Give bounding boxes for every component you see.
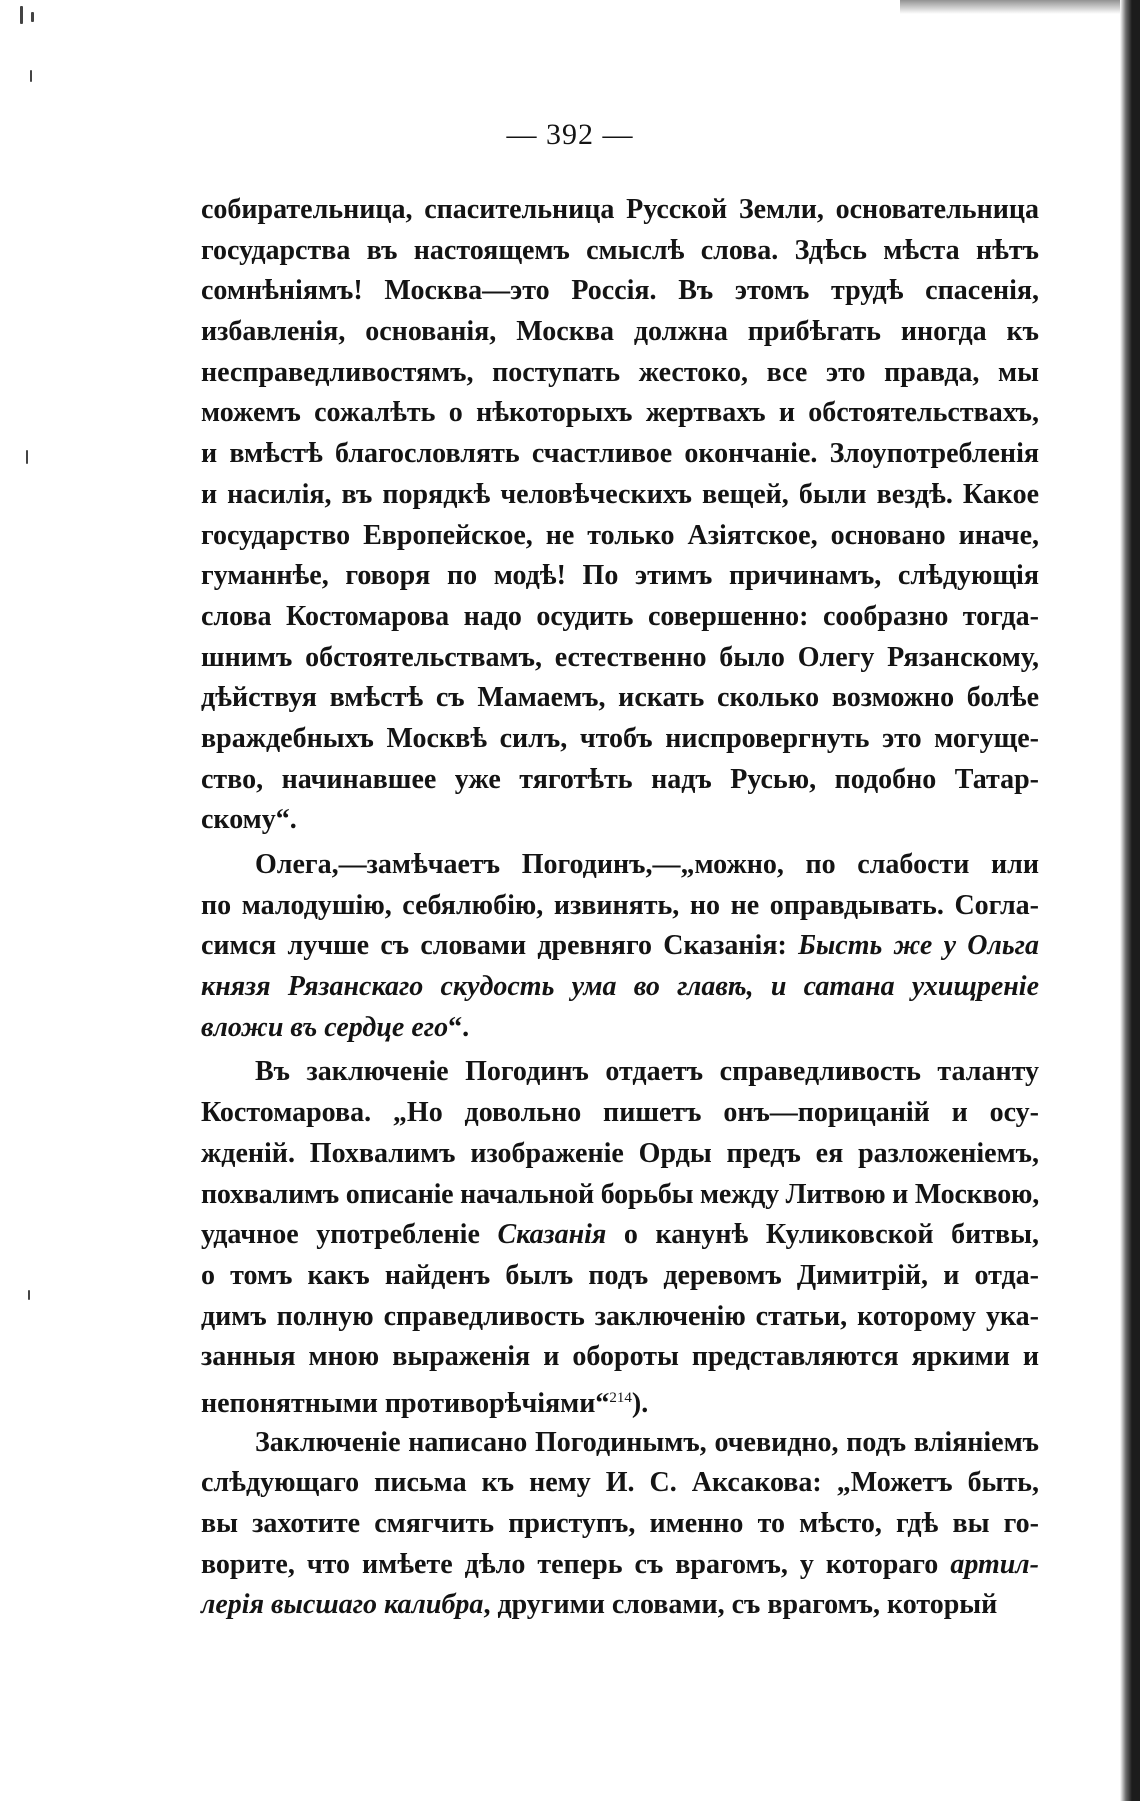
quote-italic: Бысть же у Ольга	[798, 930, 1039, 962]
text-line	[201, 1215, 1039, 1256]
text-line: скому“.	[201, 804, 297, 836]
text-line: государство Европейское, не только Азіятское, основано иначе,	[201, 519, 1039, 551]
text-line: шнимъ обстоятельствамъ, естественно было Олегу Рязанскому,	[201, 641, 1039, 673]
text-line: Костомарова. „Но довольно пишетъ онъ—порицаній и осу-	[201, 1097, 1039, 1129]
text-line: по малодушію, себялюбію, извинять, но не оправдывать. Согла-	[201, 889, 1039, 921]
text-run: непонятными противорѣчіями“	[201, 1387, 610, 1419]
text-line: димъ полную справедливость заключенію статьи, которому ука-	[201, 1300, 1039, 1332]
text-line	[201, 967, 1039, 1008]
paragraph-2	[201, 845, 1039, 1048]
text-line	[201, 1378, 1039, 1419]
text-line: похвалимъ описаніе начальной борьбы между Литвою и Москвою,	[201, 1178, 1039, 1210]
text-line: вы захотите смягчить приступъ, именно то мѣсто, гдѣ вы го-	[201, 1508, 1039, 1539]
text-line: жденій. Похвалимъ изображеніе Орды предъ ея разложеніемъ,	[201, 1137, 1039, 1169]
quote-italic: вложи въ сердце его	[201, 1011, 449, 1043]
text-line: и вмѣстѣ благословлять счастливое окончаніе. Злоупотребленія	[201, 438, 1039, 470]
text-run: удачное употребленіе	[201, 1219, 498, 1251]
text-line: враждебныхъ Москвѣ силъ, чтобъ ниспровергнуть это могуще-	[201, 722, 1039, 754]
text-line: Въ заключеніе Погодинъ отдаетъ справедливость таланту	[255, 1056, 1039, 1088]
quote-italic: лерія высшаго калибра	[201, 1589, 484, 1621]
text-run: симся лучше съ словами древняго Сказанія:	[201, 930, 799, 962]
scan-speck	[31, 12, 34, 22]
text-line: занныя мною выраженія и обороты представляются яркими и	[201, 1341, 1039, 1373]
scan-shadow-top	[900, 0, 1140, 14]
text-line: о томъ какъ найденъ былъ подъ деревомъ Димитрій, и отда-	[201, 1259, 1039, 1291]
text-line	[201, 926, 1039, 967]
scan-speck	[30, 70, 32, 82]
text-run: о канунѣ Куликовской битвы,	[606, 1219, 1039, 1251]
text-line: избавленія, основанія, Москва должна прибѣгать иногда къ	[201, 316, 1039, 348]
paragraph-1	[201, 190, 1039, 841]
text-line: несправедливостямъ, поступать жестоко, все это правда, мы	[201, 356, 1039, 388]
paragraph-3	[201, 1052, 1039, 1418]
text-run: ворите, что имѣете дѣло теперь съ врагомъ, у котораго	[201, 1548, 951, 1580]
paragraph-4	[201, 1423, 1039, 1626]
text-line: можемъ сожалѣть о нѣкоторыхъ жертвахъ и обстоятельствахъ,	[201, 397, 1039, 429]
body-text	[201, 190, 1039, 1626]
text-line	[201, 1545, 1039, 1586]
quote-italic: артил-	[950, 1548, 1039, 1580]
text-line: слова Костомарова надо осудить совершенно: сообразно тогда-	[201, 600, 1039, 632]
scan-shadow-right	[1120, 0, 1140, 1801]
text-line: дѣйствуя вмѣстѣ съ Мамаемъ, искать сколько возможно болѣе	[201, 682, 1039, 714]
title-italic: Сказанія	[497, 1219, 607, 1251]
quote-italic: князя Рязанскаго скудость ума во главѣ, и сатана ухищреніе	[201, 971, 1039, 1003]
footnote-ref: 214	[609, 1389, 632, 1406]
text-run: ).	[631, 1387, 649, 1419]
text-line: Заключеніе написано Погодинымъ, очевидно, подъ вліяніемъ	[255, 1426, 1039, 1458]
text-line: ство, начинавшее уже тяготѣть надъ Русью, подобно Татар-	[201, 763, 1039, 795]
text-run: “.	[448, 1011, 470, 1043]
scan-speck	[28, 1290, 30, 1300]
text-line: государства въ настоящемъ смыслѣ слова. Здѣсь мѣста нѣтъ	[201, 234, 1039, 266]
text-line	[201, 1008, 1039, 1049]
text-line: сомнѣніямъ! Москва—это Россія. Въ этомъ трудѣ спасенія,	[201, 275, 1039, 307]
text-run: , другими словами, съ врагомъ, который	[483, 1589, 998, 1621]
scan-speck	[20, 6, 23, 24]
text-line: гуманнѣе, говоря по модѣ! По этимъ причинамъ, слѣдующія	[201, 560, 1039, 592]
text-line: собирательница, спасительница Русской Земли, основательница	[201, 194, 1039, 225]
scan-speck	[26, 450, 28, 464]
text-line: слѣдующаго письма къ нему И. С. Аксакова: „Можетъ быть,	[201, 1467, 1039, 1499]
text-line: Олега,—замѣчаетъ Погодинъ,—„можно, по слабости или	[255, 849, 1039, 880]
text-line: и насилія, въ порядкѣ человѣческихъ вещей, были вездѣ. Какое	[201, 478, 1039, 510]
text-line	[201, 1585, 1039, 1626]
page-number: — 392 —	[506, 118, 634, 151]
